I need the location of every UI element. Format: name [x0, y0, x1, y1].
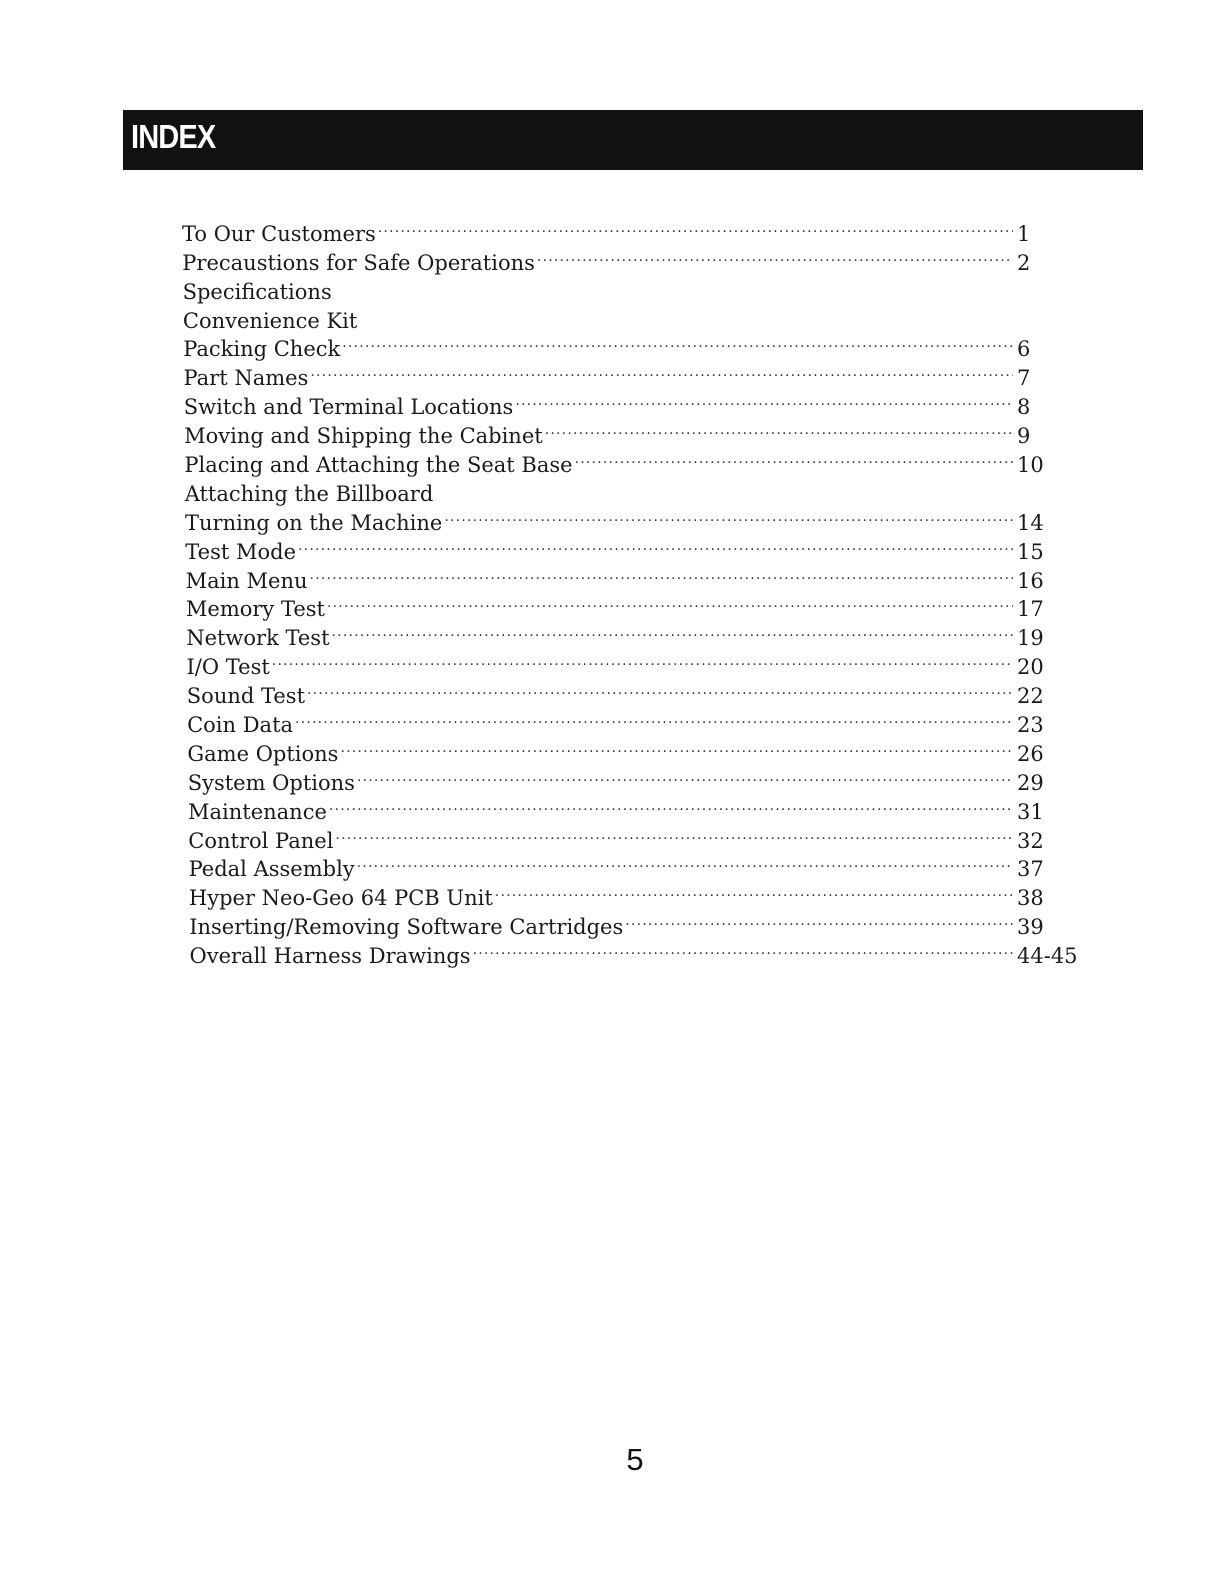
toc-entry-page: 17 — [1017, 597, 1044, 622]
toc-dot-leader — [342, 328, 1013, 357]
table-of-contents — [182, 212, 1087, 969]
toc-entry-page: 20 — [1017, 655, 1044, 680]
toc-dot-leader — [298, 530, 1013, 559]
toc-dot-leader — [545, 414, 1013, 443]
toc-dot-leader — [272, 645, 1013, 674]
toc-dot-leader — [357, 761, 1013, 790]
toc-dot-leader — [332, 616, 1013, 645]
toc-dot-leader — [575, 443, 1013, 472]
toc-dot-leader — [310, 559, 1013, 588]
toc-entry-label: Placing and Attaching the Seat Base — [184, 453, 573, 478]
index-header-bar — [123, 110, 1143, 170]
toc-entry-label: System Options — [187, 770, 355, 795]
toc-entry-label: Attaching the Billboard — [184, 481, 434, 506]
toc-entry-page: 15 — [1017, 539, 1044, 564]
toc-entry-label: Test Mode — [185, 539, 297, 564]
toc-dot-leader — [295, 703, 1013, 732]
toc-entry-label: Control Panel — [188, 828, 334, 853]
toc-entry — [182, 703, 1087, 738]
toc-entry — [182, 674, 1087, 709]
toc-entry-label: Precaustions for Safe Operations — [182, 250, 535, 275]
toc-entry-label: Memory Test — [185, 597, 325, 622]
toc-entry-page: 23 — [1017, 713, 1044, 738]
toc-entry — [182, 356, 1087, 391]
toc-dot-leader — [335, 819, 1013, 848]
toc-dot-leader — [625, 905, 1013, 934]
toc-dot-leader — [495, 876, 1013, 905]
toc-entry-page: 22 — [1017, 684, 1044, 709]
toc-entry-page: 19 — [1017, 626, 1044, 651]
toc-entry-page: 7 — [1017, 366, 1031, 391]
toc-entry — [182, 385, 1087, 420]
page-title: INDEX — [131, 118, 216, 155]
toc-entry-page: 8 — [1017, 395, 1031, 420]
toc-entry-label: Game Options — [187, 741, 339, 766]
toc-entry-label: Coin Data — [187, 713, 294, 738]
toc-entry-page: 32 — [1017, 828, 1044, 853]
toc-entry-label: Turning on the Machine — [185, 510, 443, 535]
toc-entry — [182, 732, 1087, 766]
toc-entry-label: Overall Harness Drawings — [189, 944, 471, 969]
toc-entry-label: Main Menu — [185, 568, 308, 593]
toc-entry — [182, 559, 1087, 593]
toc-dot-leader — [435, 472, 1013, 501]
toc-entry-label: Network Test — [186, 626, 330, 651]
toc-entry-page: 39 — [1017, 915, 1044, 940]
toc-entry-page: 9 — [1017, 424, 1031, 449]
toc-entry-page: 10 — [1017, 453, 1044, 478]
toc-entry-page: 37 — [1017, 857, 1044, 882]
toc-entry-label: Convenience Kit — [182, 308, 358, 333]
toc-entry-label: Specifications — [182, 279, 332, 304]
toc-entry — [182, 588, 1087, 622]
toc-entry-label: Switch and Terminal Locations — [183, 395, 514, 420]
page-number: 5 — [626, 1442, 644, 1477]
toc-entry-label: Maintenance — [188, 799, 327, 824]
toc-dot-leader — [340, 732, 1013, 761]
toc-entry-label: Pedal Assembly — [188, 857, 355, 882]
toc-entry-page: 14 — [1017, 510, 1044, 535]
toc-entry-page: 6 — [1017, 337, 1031, 362]
toc-entry-page: 44-45 — [1017, 944, 1078, 969]
toc-entry — [182, 530, 1087, 564]
toc-dot-leader — [307, 674, 1013, 703]
toc-entry-label: I/O Test — [186, 655, 270, 680]
toc-dot-leader — [334, 270, 1013, 299]
toc-entry-label: Inserting/Removing Software Cartridges — [189, 915, 624, 940]
toc-entry — [182, 645, 1087, 680]
toc-dot-leader — [327, 588, 1013, 617]
toc-entry-label: Hyper Neo-Geo 64 PCB Unit — [188, 886, 493, 911]
toc-entry-page: 29 — [1017, 770, 1044, 795]
toc-dot-leader — [473, 934, 1013, 963]
toc-entry-page: 16 — [1017, 568, 1044, 593]
toc-dot-leader — [329, 790, 1013, 819]
toc-entry-label: Part Names — [183, 366, 309, 391]
toc-dot-leader — [444, 501, 1013, 530]
toc-entry-label: Moving and Shipping the Cabinet — [184, 424, 543, 449]
toc-entry — [182, 212, 1087, 246]
toc-dot-leader — [537, 241, 1013, 270]
toc-dot-leader — [359, 299, 1013, 328]
toc-entry-page: 26 — [1017, 741, 1044, 766]
toc-entry-page: 1 — [1017, 221, 1031, 246]
toc-entry-label: Sound Test — [186, 684, 306, 709]
toc-entry-label: Packing Check — [183, 337, 341, 362]
toc-dot-leader — [515, 385, 1013, 414]
toc-entry-page: 31 — [1017, 799, 1044, 824]
toc-entry-page: 2 — [1017, 250, 1031, 275]
toc-dot-leader — [378, 212, 1013, 241]
toc-dot-leader — [310, 356, 1013, 385]
toc-dot-leader — [357, 848, 1013, 877]
toc-entry-label: To Our Customers — [182, 221, 376, 246]
toc-entry-page: 38 — [1017, 886, 1044, 911]
